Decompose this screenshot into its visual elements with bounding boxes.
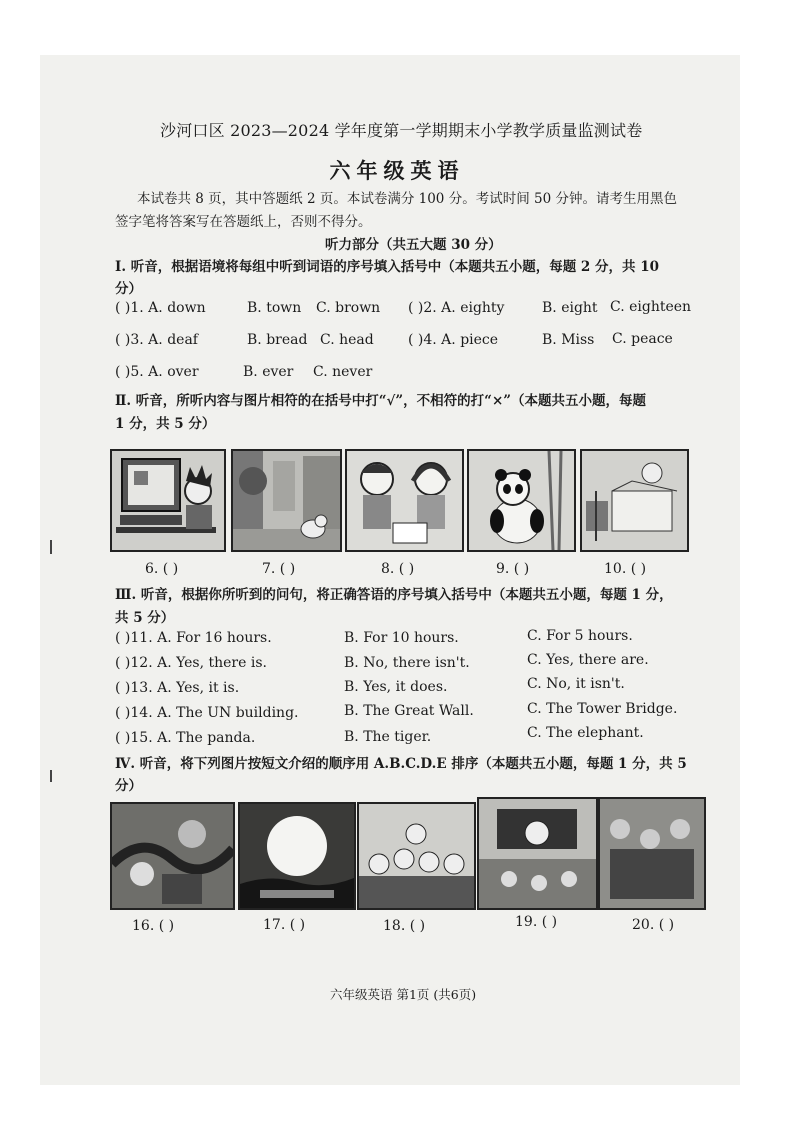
question-3-option-b: B. bread: [247, 332, 308, 348]
question-14-option-c: C. The Tower Bridge.: [527, 701, 678, 717]
picture-boy-girl-book: [345, 449, 464, 552]
question-15-option-c: C. The elephant.: [527, 725, 644, 741]
picture-16-answer: 16. ( ): [132, 918, 175, 934]
question-13-option-b: B. Yes, it does.: [344, 679, 448, 695]
picture-19-answer: 19. ( ): [515, 914, 558, 930]
binding-mark: [50, 540, 52, 554]
picture-festival-dragon: [110, 802, 235, 910]
question-15-option-b: B. The tiger.: [344, 729, 432, 745]
question-15: ( )15. A. The panda.: [115, 730, 256, 746]
question-5-option-c: C. never: [313, 364, 373, 380]
section-1-heading: Ⅰ. 听音，根据语境将每组中听到词语的序号填入括号中（本题共五小题，每题 2 分，共 10: [115, 259, 659, 275]
question-1: ( )1. A. down: [115, 300, 206, 316]
picture-10-answer: 10. ( ): [604, 561, 647, 577]
picture-full-moon: [238, 802, 356, 910]
question-4-option-c: C. peace: [612, 331, 673, 347]
question-1-option-c: C. brown: [316, 300, 381, 316]
question-11-option-b: B. For 10 hours.: [344, 630, 459, 646]
picture-crowd-dancing: [598, 797, 706, 910]
picture-17-answer: 17. ( ): [263, 917, 306, 933]
binding-mark: [50, 770, 52, 782]
question-2-option-b: B. eight: [542, 300, 598, 316]
question-12-option-b: B. No, there isn't.: [344, 655, 470, 671]
question-12-option-c: C. Yes, there are.: [527, 652, 649, 668]
question-11-option-c: C. For 5 hours.: [527, 628, 633, 644]
question-1-option-b: B. town: [247, 300, 302, 316]
picture-6-answer: 6. ( ): [145, 561, 179, 577]
question-14-option-b: B. The Great Wall.: [344, 703, 474, 719]
question-2-option-c: C. eighteen: [610, 299, 692, 315]
question-13: ( )13. A. Yes, it is.: [115, 680, 240, 696]
picture-8-answer: 8. ( ): [381, 561, 415, 577]
exam-title: 沙河口区 2023—2024 学年度第一学期期末小学教学质量监测试卷: [160, 121, 643, 140]
picture-computer-boy: [110, 449, 226, 552]
section-4-heading: 分）: [115, 778, 142, 794]
section-1-heading: 分）: [115, 281, 142, 297]
section-4-heading: Ⅳ. 听音，将下列图片按短文介绍的顺序用 A.B.C.D.E 排序（本题共五小题，每题 1 分，共 5: [115, 756, 687, 772]
section-2-heading: 1 分，共 5 分）: [115, 416, 216, 432]
question-12: ( )12. A. Yes, there is.: [115, 655, 267, 671]
picture-children-crowd: [357, 802, 476, 910]
section-2-heading: Ⅱ. 听音，所听内容与图片相符的在括号中打“√”，不相符的打“×”（本题共五小题，每题: [115, 393, 647, 409]
picture-panda: [467, 449, 576, 552]
page-footer: 六年级英语 第1页 (共6页): [330, 987, 477, 1002]
picture-20-answer: 20. ( ): [632, 917, 675, 933]
question-14: ( )14. A. The UN building.: [115, 705, 299, 721]
picture-stage-performance: [477, 797, 598, 910]
picture-girl-bed: [580, 449, 689, 552]
subject-title: 六年级英语: [329, 158, 465, 183]
picture-7-answer: 7. ( ): [262, 561, 296, 577]
section-3-heading: 共 5 分）: [115, 610, 175, 626]
section-3-heading: Ⅲ. 听音，根据你所听到的问句，将正确答语的序号填入括号中（本题共五小题，每题 1 分，: [115, 587, 673, 603]
listening-part-title: 听力部分（共五大题 30 分）: [325, 237, 502, 253]
instructions-line: 本试卷共 8 页，其中答题纸 2 页。本试卷满分 100 分。考试时间 50 分钟。请考生用黑色: [137, 191, 677, 207]
question-4: ( )4. A. piece: [408, 332, 499, 348]
question-5: ( )5. A. over: [115, 364, 199, 380]
question-13-option-c: C. No, it isn't.: [527, 676, 625, 692]
question-3-option-c: C. head: [320, 332, 374, 348]
picture-18-answer: 18. ( ): [383, 918, 426, 934]
question-2: ( )2. A. eighty: [408, 300, 505, 316]
picture-9-answer: 9. ( ): [496, 561, 530, 577]
question-11: ( )11. A. For 16 hours.: [115, 630, 272, 646]
question-4-option-b: B. Miss: [542, 332, 595, 348]
instructions-line: 签字笔将答案写在答题纸上，否则不得分。: [115, 214, 372, 230]
question-5-option-b: B. ever: [243, 364, 294, 380]
picture-street-dog: [231, 449, 342, 552]
question-3: ( )3. A. deaf: [115, 332, 198, 348]
